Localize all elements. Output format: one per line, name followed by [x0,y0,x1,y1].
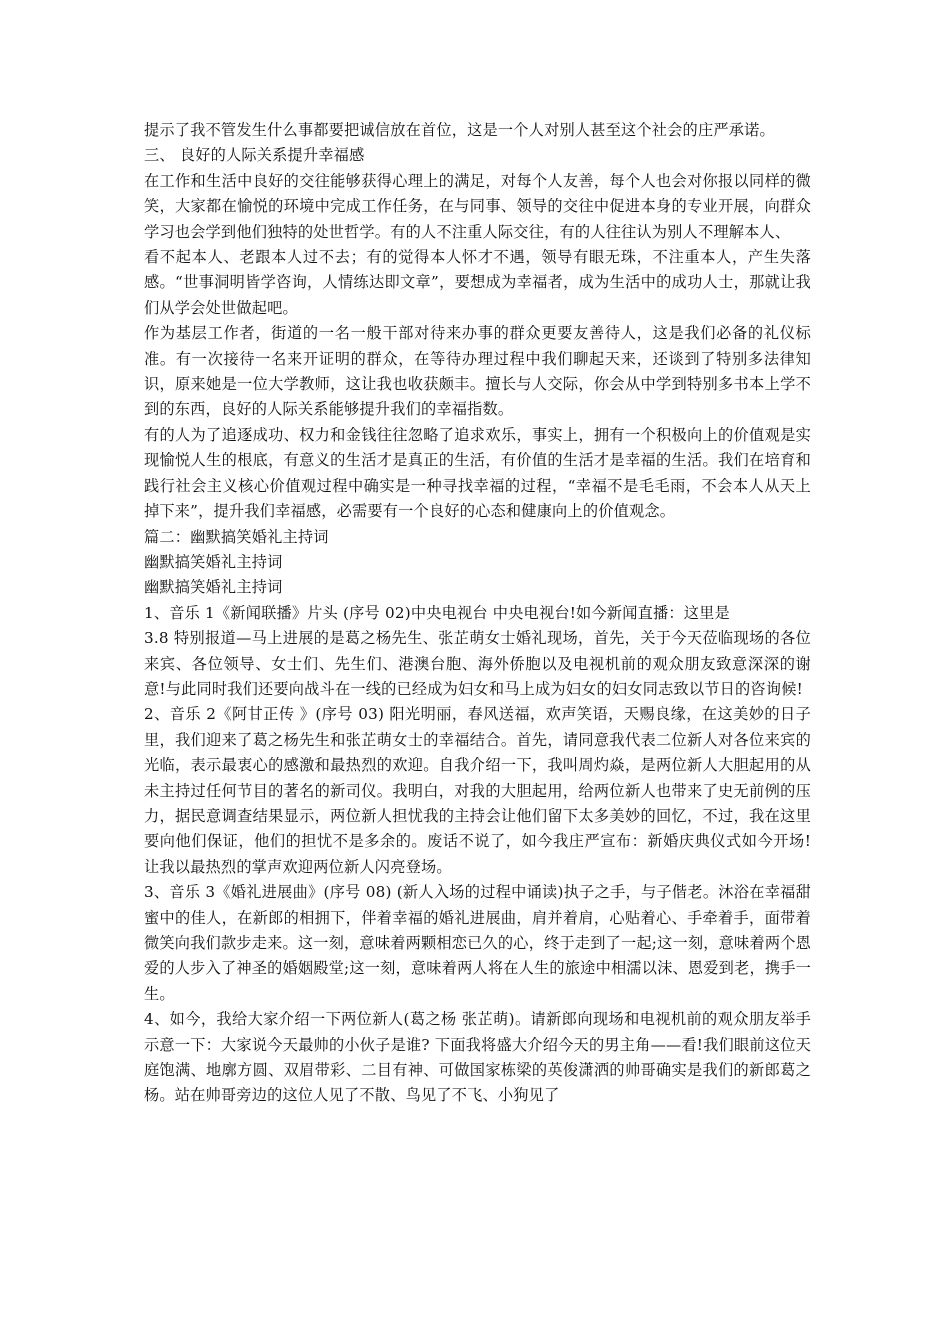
paragraph: 1、音乐 1《新闻联播》片头 (序号 02)中央电视台 中央电视台!如今新闻直播：这里是 [144,603,730,622]
subtitle: 幽默搞笑婚礼主持词 [144,578,283,597]
document-body [144,118,811,1109]
paragraph: 作为基层工作者，街道的一名一般干部对待来办事的群众更要友善待人，这是我们必备的礼仪标准。有一次接待一名来开证明的群众，在等待办理过程中我们聊起天来，还谈到了特别多法律知识，原来她是一位大学教师，这让我也收获颇丰。擅长与人交际，你会从中学到特别多书本上学不到的东西，良好的人际关系能够提升我们的幸福指数。 [144,324,811,419]
paragraph: 在工作和生活中良好的交往能够获得心理上的满足，对每个人友善，每个人也会对你报以同样的微笑，大家都在愉悦的环境中完成工作任务，在与同事、领导的交往中促进本身的专业开展，向群众学习也会学到他们独特的处世哲学。有的人不注重人际交往，有的人往往认为别人不理解本人、 [144,171,811,241]
section-heading: 篇二：幽默搞笑婚礼主持词 [144,527,329,546]
paragraph: 4、如今，我给大家介绍一下两位新人(葛之杨 张芷萌)。请新郎向现场和电视机前的观众朋友举手示意一下：大家说今天最帅的小伙子是谁? 下面我将盛大介绍今天的男主角——看!我们眼前这位天庭饱满、地廓方圆、双眉带彩、二目有神、可做国家栋梁的英俊潇洒的帅哥确实是我们的新郎葛之杨。站在帅哥旁边的这位人见了不散、鸟见了不飞、小狗见了 [144,1010,811,1105]
paragraph: 提示了我不管发生什么事都要把诚信放在首位，这是一个人对别人甚至这个社会的庄严承诺。 [144,121,775,139]
paragraph: 看不起本人、老跟本人过不去；有的觉得本人怀才不遇，领导有眼无珠，不注重本人，产生失落感。“世事洞明皆学咨询，人情练达即文章”，要想成为幸福者，成为生活中的成功人士，那就让我们从学会处世做起吧。 [144,248,811,317]
paragraph: 3、音乐 3《婚礼进展曲》(序号 08) (新人入场的过程中诵读)执子之手，与子偕老。沐浴在幸福甜蜜中的佳人，在新郎的相拥下，伴着幸福的婚礼进展曲，肩并着肩，心贴着心、手牵着手，面带着微笑向我们款步走来。这一刻，意味着两颗相恋已久的心，终于走到了一起;这一刻，意味着两个恩爱的人步入了神圣的婚姻殿堂;这一刻，意味着两人将在人生的旅途中相濡以沫、恩爱到老，携手一生。 [144,883,811,1003]
paragraph: 3.8 特别报道—马上进展的是葛之杨先生、张芷萌女士婚礼现场，首先，关于今天莅临现场的各位来宾、各位领导、女士们、先生们、港澳台胞、海外侨胞以及电视机前的观众朋友致意深深的谢意!与此同时我们还要向战斗在一线的已经成为妇女和马上成为妇女的妇女同志致以节日的咨询候! [144,629,811,698]
section-heading: 三、 良好的人际关系提升幸福感 [144,146,365,165]
paragraph: 2、音乐 2《阿甘正传 》(序号 03) 阳光明丽，春风送福，欢声笑语，天赐良缘，在这美妙的日子里，我们迎来了葛之杨先生和张芷萌女士的幸福结合。首先，请同意我代表二位新人对各位来宾的光临，表示最衷心的感激和最热烈的欢迎。自我介绍一下，我叫周灼焱，是两位新人大胆起用的从未主持过任何节目的著名的新司仪。我明白，对我的大胆起用，给两位新人也带来了史无前例的压力，据民意调查结果显示，两位新人担忧我的主持会让他们留下太多美妙的回忆，不过，我在这里要向他们保证，他们的担忧不是多余的。废话不说了，如今我庄严宣布：新婚庆典仪式如今开场!让我以最热烈的掌声欢迎两位新人闪亮登场。 [144,705,811,876]
subtitle: 幽默搞笑婚礼主持词 [144,552,283,571]
paragraph: 有的人为了追逐成功、权力和金钱往往忽略了追求欢乐，事实上，拥有一个积极向上的价值观是实现愉悦人生的根底，有意义的生活才是真正的生活，有价值的生活才是幸福的生活。我们在培育和践行社会主义核心价值观过程中确实是一种寻找幸福的过程，“幸福不是毛毛雨，不会本人从天上掉下来”，提升我们幸福感，必需要有一个良好的心态和健康向上的价值观念。 [144,425,811,521]
